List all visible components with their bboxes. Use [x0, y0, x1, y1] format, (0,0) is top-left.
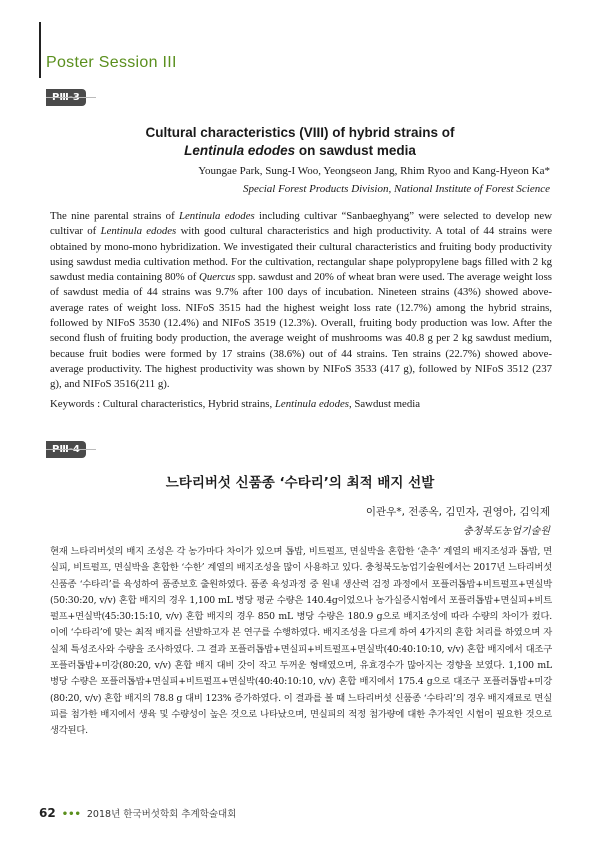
authors-en: Youngae Park, Sung-I Woo, Yeongseon Jang, Rhim Ryoo and Kang-Hyeon Ka*	[198, 165, 550, 177]
title-species: Lentinula edodes	[184, 143, 296, 158]
section-title: Poster Session III	[46, 54, 177, 71]
affiliation-ko: 충청북도농업기술원	[463, 526, 550, 537]
paper-title-en	[60, 124, 540, 160]
page-footer	[39, 806, 236, 820]
keywords-label: Keywords :	[50, 398, 103, 410]
abstract-text: including cultivar “Sanbaeghyang” were selected to develop new cultivar of	[50, 210, 552, 238]
poster-code-badge-2	[46, 441, 86, 458]
abstract-italic-term: Lentinula edodes	[179, 210, 255, 222]
keywords	[50, 398, 420, 410]
keywords-plain: Cultural characteristics, Hybrid strains,	[102, 398, 275, 410]
footer-dots: •••	[61, 809, 81, 820]
abstract-text: The nine parental strains of	[50, 210, 179, 222]
abstract-italic-term: Quercus	[199, 271, 236, 284]
title-line-1: Cultural characteristics (VIII) of hybrid strains of	[145, 125, 455, 140]
abstract-text: spp. sawdust and 20% of wheat bran were used. The average weight loss of sawdust media of 44 strains was 9.7% after 100 days of incubation. Nineteen strains (43%) showed above-average rates of weight loss. NIFoS 3515 had the highest weight loss rate (12.7%) among the hybrid strains, followed by NIFoS 3530 (12.4%) and NIFoS 3519 (12.3%). Overall, fruiting body production was low. After the second flush of fruiting body production, the average weight of mushrooms was 40.8 g per 2 kg sawdust medium, because fruit bodies were formed by 17 strains (38.6%) out of 44 strains. Ten strains (22.7%) showed above-average productivity. The highest productivity was shown by NIFoS 3533 (417 g), followed by NIFoS 3512 (237 g), and NIFoS 3516(211 g).	[50, 271, 552, 391]
abstract-en	[50, 209, 552, 393]
keywords-italic: Lentinula edodes	[274, 398, 349, 410]
paper-title-ko: 느타리버섯 신품종 ‘수타리’의 최적 배지 선발	[165, 475, 435, 491]
abstract-italic-term: Lentinula edodes	[100, 225, 177, 238]
abstract-ko: 현재 느타리버섯의 배지 조성은 각 농가마다 차이가 있으며 톱밥, 비트펄프, 면실박을 혼합한 ‘춘추’ 계열의 배지조성과 톱밥, 면실피, 비트펄프, 면실박을 혼합한 ‘수한’ 계열의 배지조성을 많이 사용하고 있다. 충청북도농업기술원에서는 2017년 느타리버섯 신품종 ‘수타리’를 육성하여 품종보호 출원하였다. 품종 육성과정 중 원내 생산력 검정 과정에서 포플러톱밥+비트펄프+면실박(50:30:20, v/v) 혼합 배지의 경우 1,100 mL 병당 평균 수량은 140.4g이었으나 농가실증시험에서 포플러톱밥+면실피+비트펄프+면실박(45:30:15:10, v/v) 혼합 배지의 경우 850 mL 병당 수량은 180.9 g으로 배지조성에 따라 수량의 차이가 컸다. 이에 ‘수타리’에 맞는 최적 배지를 선발하고자 본 연구를 수행하였다. 배지조성을 다르게 하여 4가지의 혼합 처리를 하였으며 자실체 특성조사와 수량을 조사하였다. 그 결과 포플러톱밥+면실피+비트펄프+면실박(40:40:10:10, v/v) 혼합 배지에서 대조구 포플러톱밥+미강(80:20, v/v) 혼합 배지 대비 갓이 작고 두꺼운 형태였으며, 유효경수가 많아지는 경향을 보였다. 1,100 mL 병당 수량은 포플러톱밥+면실피+비트펄프+면실박(40:40:10:10, v/v) 혼합 배지에서 175.4 g으로 대조구 포플러톱밥+미강(80:20, v/v) 혼합 배지의 78.8 g 대비 123% 증가하였다. 이 결과를 볼 때 느타리버섯 신품종 ‘수타리’의 경우 배지재료로 면실피를 첨가한 배지에서 생육 및 수량성이 높은 것으로 나타났으며, 면실피의 적정 첨가량에 대한 추가적인 시험이 필요한 것으로 생각된다.	[50, 546, 552, 737]
authors-ko: 이관우*, 전종옥, 김민자, 권영아, 김익제	[365, 506, 550, 518]
abstract-text: with good cultural characteristics and high productivity. A total of 44 strains were obtained by mono-mono hybridization. We investigated their cultural characteristics and fruiting body productivity using sawdust media cultivation method. For the cultivation, rectangular shape polypropylene bags filled with 2 kg sawdust media containing 80% of	[50, 225, 552, 284]
badge-rule	[46, 97, 96, 98]
keywords-tail: , Sawdust media	[348, 398, 421, 410]
poster-code-badge-1	[46, 89, 86, 106]
affiliation-en: Special Forest Products Division, National Institute of Forest Science	[242, 183, 550, 195]
header-rule	[39, 22, 41, 78]
page-number: 62	[39, 806, 56, 820]
conference-name: 2018년 한국버섯학회 추계학술대회	[86, 809, 237, 820]
title-line-2	[60, 142, 540, 160]
title-line-2-rest: on sawdust media	[295, 143, 416, 158]
badge-rule	[46, 449, 96, 450]
